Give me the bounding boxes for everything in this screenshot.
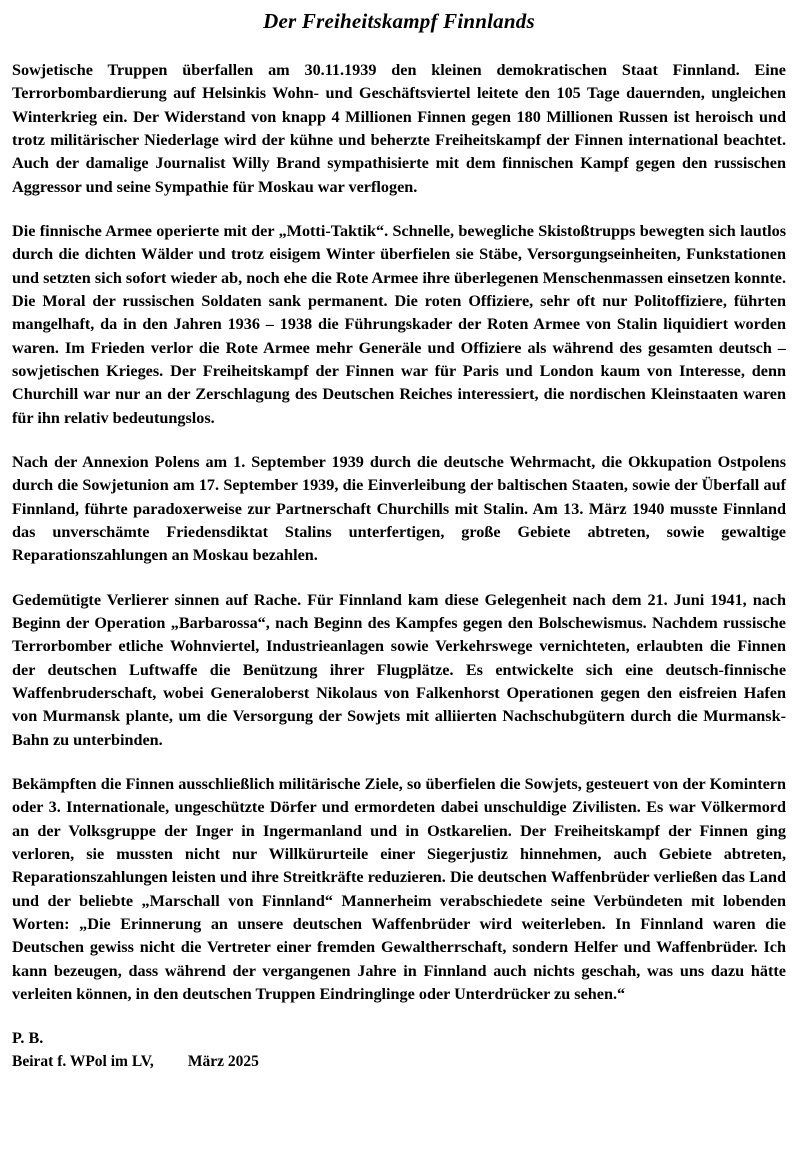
- body-paragraph-5: Bekämpften die Finnen ausschließlich militärische Ziele, so überfielen die Sowjets, gesteuert von der Komintern oder 3. Internationale, ungeschützte Dörfer und ermordeten dabei unschuldige Zivilisten. Es war Völkermord an der Volksgruppe der Inger in Ingermanland und in Ostkarelien. Der Freiheitskampf der Finnen ging verloren, sie mussten nicht nur Willkürurteile einer Siegerjustiz hinnehmen, auch Gebiete abtreten, Reparationszahlungen leisten und ihre Streitkräfte reduzieren. Die deutschen Waffenbrüder verließen das Land und der beliebte „Marschall von Finnland“ Mannerheim verabschiedete seine Verbündeten mit lobenden Worten: „Die Erinnerung an unsere deutschen Waffenbrüder wird weiterleben. In Finnland waren die Deutschen gewiss nicht die Vertreter einer fremden Gewaltherrschaft, sondern Helfer und Waffenbrüder. Ich kann bezeugen, dass während der vergangenen Jahre in Finnland auch nichts geschah, was uns dazu hätte verleiten können, in den deutschen Truppen Eindringlinge oder Unterdrücker zu sehen.“: [12, 774, 786, 1003]
- body-paragraph-1: Sowjetische Truppen überfallen am 30.11.1939 den kleinen demokratischen Staat Finnland. Eine Terrorbombardierung auf Helsinkis Wohn- und Geschäftsviertel leitete den 105 Tage dauernden, ungleichen Winterkrieg ein. Der Widerstand von knapp 4 Millionen Finnen gegen 180 Millionen Russen ist heroisch und trotz militärischer Niederlage wird der kühne und beherzte Freiheitskampf der Finnen international beachtet. Auch der damalige Journalist Willy Brand sympathisierte mit dem finnischen Kampf gegen den russischen Aggressor und seine Sympathie für Moskau war verflogen.: [12, 61, 786, 196]
- body-paragraph-2: Die finnische Armee operierte mit der „Motti-Taktik“. Schnelle, bewegliche Skistoßtrupps bewegten sich lautlos durch die dichten Wälder und trotz eisigem Winter überfielen sie Stäbe, Versorgungseinheiten, Funkstationen und setzten sich sofort wieder ab, noch ehe die Rote Armee ihre überlegenen Menschenmassen einsetzen konnte. Die Moral der russischen Soldaten sank permanent. Die roten Offiziere, sehr oft nur Politoffiziere, führten mangelhaft, da in den Jahren 1936 – 1938 die Führungskader der Roten Armee von Stalin liquidiert worden waren. Im Frieden verlor die Rote Armee mehr Generäle und Offiziere als während des gesamten deutsch – sowjetischen Krieges. Der Freiheitskampf der Finnen war für Paris und London kaum von Interesse, denn Churchill war nur an der Zerschlagung des Deutschen Reiches interessiert, die nordischen Kleinstaaten waren für ihn relativ bedeutungslos.: [12, 222, 786, 427]
- author-initials: P. B.: [12, 1029, 44, 1048]
- page-title: Der Freiheitskampf Finnlands: [263, 9, 535, 33]
- document-footer: [12, 1052, 786, 1071]
- body-paragraph-4: Gedemütigte Verlierer sinnen auf Rache. Für Finnland kam diese Gelegenheit nach dem 21. Juni 1941, nach Beginn der Operation „Barbarossa“, nach Beginn des Kampfes gegen den Bolschewismus. Nachdem russische Terrorbomber etliche Wohnviertel, Industrieanlagen sowie Verkehrswege vernichteten, erlaubten die Finnen der deutschen Luftwaffe die Benützung ihrer Flugplätze. Es entwickelte sich eine deutsch-finnische Waffenbruderschaft, wobei Generaloberst Nikolaus von Falkenhorst Operationen gegen den eisfreien Hafen von Murmansk plante, um die Versorgung der Sowjets mit alliierten Nachschubgütern durch die Murmansk-Bahn zu unterbinden.: [12, 590, 786, 749]
- body-paragraph-3: Nach der Annexion Polens am 1. September 1939 durch die deutsche Wehrmacht, die Okkupation Ostpolens durch die Sowjetunion am 17. September 1939, die Einverleibung der baltischen Staaten, sowie der Überfall auf Finnland, führte paradoxerweise zur Partnerschaft Churchills mit Stalin. Am 13. März 1940 musste Finnland das unverschämte Friedensdiktat Stalins unterfertigen, große Gebiete abtreten, sowie gewaltige Reparationszahlungen an Moskau bezahlen.: [12, 453, 786, 565]
- footer-date: März 2025: [187, 1053, 259, 1071]
- footer-affiliation: Beirat f. WPol im LV,: [12, 1053, 154, 1071]
